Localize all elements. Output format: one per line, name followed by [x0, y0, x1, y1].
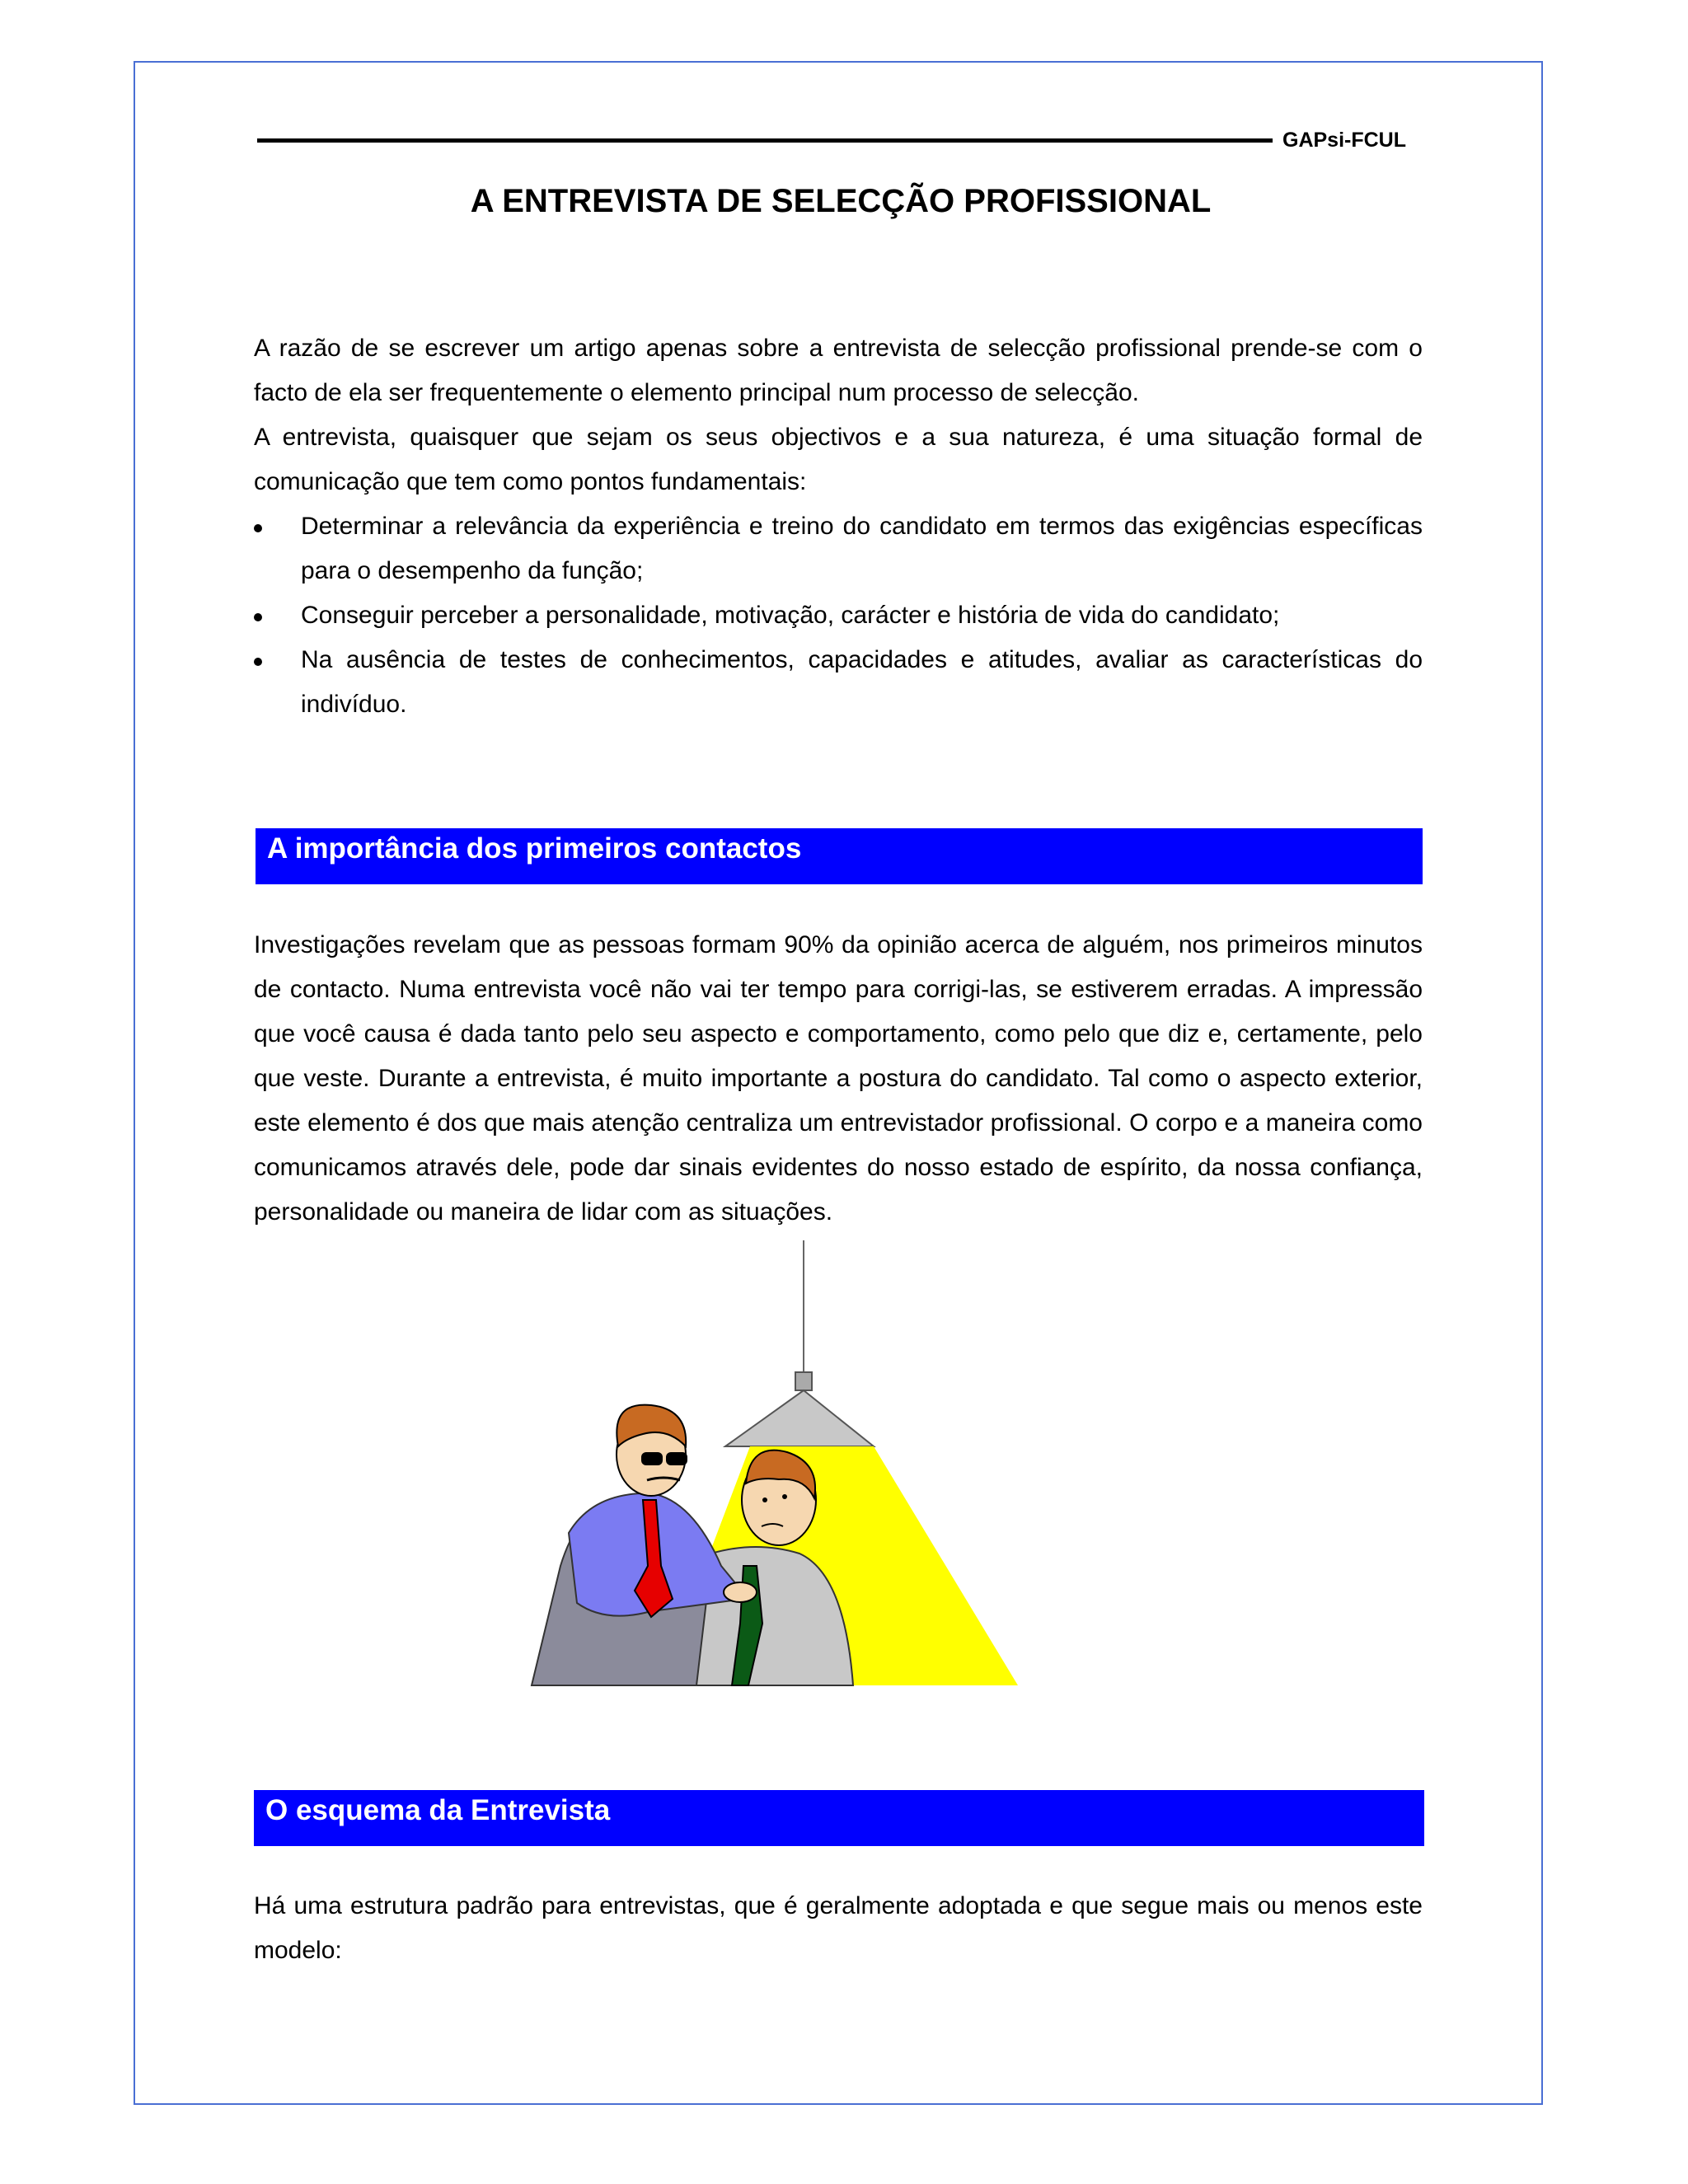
interrogation-illustration	[528, 1236, 1039, 1698]
section-heading-interview-scheme: O esquema da Entrevista	[254, 1790, 1424, 1846]
interview-scheme-paragraph: Há uma estrutura padrão para entrevistas, que é geralmente adoptada e que segue mais ou menos este modelo:	[254, 1892, 1423, 1964]
header-rule	[257, 138, 1273, 143]
intro-section	[254, 326, 1423, 727]
lamp-icon	[725, 1240, 874, 1446]
list-item-text: Na ausência de testes de conhecimentos, capacidades e atitudes, avaliar as características do indivíduo.	[301, 646, 1423, 718]
intro-paragraph-1: A razão de se escrever um artigo apenas sobre a entrevista de selecção profissional prende-se com o facto de ela ser frequentemente o elemento principal num processo de selecção.	[254, 335, 1423, 406]
list-item-text: Conseguir perceber a personalidade, motivação, carácter e história de vida do candidato;	[301, 602, 1280, 629]
bullet-icon	[254, 658, 262, 666]
bullet-icon	[254, 613, 262, 621]
list-item	[254, 593, 1423, 638]
intro-paragraph-2: A entrevista, quaisquer que sejam os seus objectivos e a sua natureza, é uma situação formal de comunicação que tem como pontos fundamentais:	[254, 424, 1423, 495]
key-points-list	[254, 504, 1423, 727]
document-title: A ENTREVISTA DE SELECÇÃO PROFISSIONAL	[470, 183, 1212, 219]
first-contacts-section	[254, 923, 1423, 1235]
first-contacts-paragraph: Investigações revelam que as pessoas formam 90% da opinião acerca de alguém, nos primeiros minutos de contacto. Numa entrevista você não vai ter tempo para corrigi-las, se estiverem erradas. A impressão que você causa é dada tanto pelo seu aspecto e comportamento, como pelo que diz e, certamente, pelo que veste. Durante a entrevista, é muito importante a postura do candidato. Tal como o aspecto exterior, este elemento é dos que mais atenção centraliza um entrevistador profissional. O corpo e a maneira como comunicamos através dele, pode dar sinais evidentes do nosso estado de espírito, da nossa confiança, personalidade ou maneira de lidar com as situações.	[254, 931, 1423, 1226]
section-heading-first-contacts: A importância dos primeiros contactos	[256, 828, 1423, 884]
bullet-icon	[254, 524, 262, 532]
interview-scheme-section	[254, 1884, 1423, 1973]
header-label: GAPsi-FCUL	[1282, 129, 1406, 152]
list-item	[254, 504, 1423, 593]
list-item	[254, 638, 1423, 727]
list-item-text: Determinar a relevância da experiência e treino do candidato em termos das exigências específicas para o desempenho da função;	[301, 513, 1423, 584]
